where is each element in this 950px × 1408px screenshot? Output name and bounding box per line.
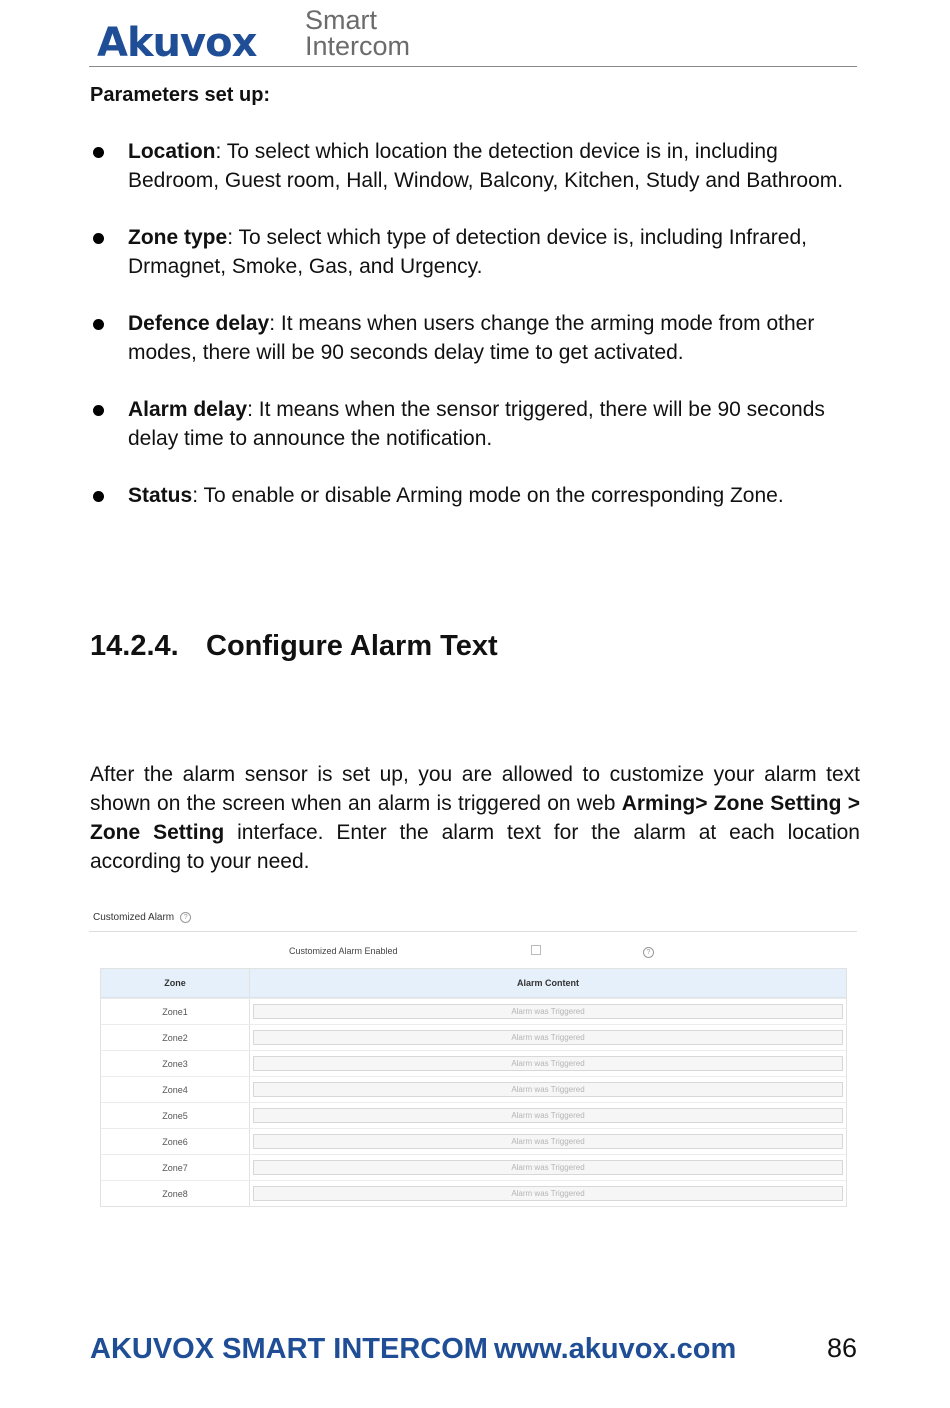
alarm-content-cell (250, 1051, 846, 1076)
customized-alarm-title-text: Customized Alarm (93, 912, 175, 924)
table-row (101, 1050, 846, 1076)
alarm-text-input[interactable]: Alarm was Triggered (253, 1030, 843, 1045)
alarm-text-input[interactable]: Alarm was Triggered (253, 1108, 843, 1123)
alarm-content-cell (250, 1103, 846, 1128)
paragraph-menu-path: Arming> Zone Setting > Zone Setting (90, 792, 861, 844)
bullet-location (90, 137, 860, 195)
table-header (101, 969, 846, 998)
bullet-zone-type (90, 223, 860, 281)
logo-subtitle-line2: Intercom (305, 31, 411, 61)
column-header-zone: Zone (101, 969, 250, 997)
bullet-term: Status (128, 484, 193, 507)
bullet-term: Zone type (128, 226, 228, 249)
page-number: 86 (827, 1333, 858, 1363)
bullet-text: : It means when the sensor triggered, there will be 90 seconds delay time to announce the notification. (128, 398, 825, 450)
bullet-dot-icon (93, 233, 104, 244)
alarm-content-cell (250, 1129, 846, 1154)
section-title: Configure Alarm Text (206, 630, 498, 662)
bullet-text: : It means when users change the arming mode from other modes, there will be 90 seconds delay time to get activated. (128, 312, 815, 364)
customized-alarm-title (93, 912, 191, 923)
bullet-term: Location (128, 140, 216, 163)
zone-cell: Zone3 (101, 1051, 250, 1076)
alarm-content-cell (250, 1077, 846, 1102)
alarm-zone-table (100, 968, 847, 1207)
alarm-text-input[interactable]: Alarm was Triggered (253, 1056, 843, 1071)
bullet-text: : To select which type of detection device is, including Infrared, Drmagnet, Smoke, Gas, and Urgency. (128, 226, 807, 278)
alarm-content-cell (250, 1181, 846, 1206)
bullet-term: Defence delay (128, 312, 270, 335)
zone-cell: Zone8 (101, 1181, 250, 1206)
bullet-text: : To enable or disable Arming mode on the corresponding Zone. (192, 484, 784, 507)
alarm-content-cell (250, 1025, 846, 1050)
bullet-dot-icon (93, 147, 104, 158)
zone-cell: Zone7 (101, 1155, 250, 1180)
bullet-term: Alarm delay (128, 398, 248, 421)
bullet-dot-icon (93, 319, 104, 330)
body-paragraph (90, 760, 860, 876)
alarm-enabled-label: Customized Alarm Enabled (289, 946, 398, 956)
bullet-alarm-delay (90, 395, 860, 453)
header-divider (89, 66, 857, 67)
table-row (101, 1024, 846, 1050)
alarm-text-input[interactable]: Alarm was Triggered (253, 1004, 843, 1019)
parameter-list (90, 137, 860, 538)
bullet-text: : To select which location the detection device is in, including Bedroom, Guest room, Hall, Window, Balcony, Kitchen, Study and Bathroom. (128, 140, 844, 192)
paragraph-text-1: After the alarm sensor is set up, you are allowed to customize your alarm text shown on the screen when an alarm is triggered on web (90, 763, 860, 815)
alarm-text-input[interactable]: Alarm was Triggered (253, 1186, 843, 1201)
customized-alarm-screenshot (89, 905, 857, 1205)
bullet-dot-icon (93, 405, 104, 416)
zone-cell: Zone6 (101, 1129, 250, 1154)
alarm-enabled-help (643, 944, 654, 962)
alarm-enabled-checkbox[interactable] (531, 945, 541, 955)
bullet-status (90, 481, 860, 510)
section-heading (90, 630, 498, 663)
bullet-dot-icon (93, 491, 104, 502)
alarm-text-input[interactable]: Alarm was Triggered (253, 1134, 843, 1149)
zone-cell: Zone4 (101, 1077, 250, 1102)
footer-brand: AKUVOX SMART INTERCOM (90, 1333, 488, 1365)
help-icon[interactable]: ? (643, 947, 654, 958)
footer-website-link[interactable]: www.akuvox.com (494, 1333, 737, 1365)
zone-cell: Zone2 (101, 1025, 250, 1050)
alarm-text-input[interactable]: Alarm was Triggered (253, 1160, 843, 1175)
paragraph-text-2: interface. Enter the alarm text for the alarm at each location according to your need. (90, 821, 860, 873)
table-row (101, 1180, 846, 1206)
table-row (101, 1128, 846, 1154)
help-icon[interactable]: ? (180, 912, 191, 923)
zone-cell: Zone5 (101, 1103, 250, 1128)
logo-wordmark: Akuvox (97, 20, 257, 66)
logo-subtitle-line1: Smart (305, 5, 378, 35)
screenshot-divider (89, 931, 857, 932)
section-number: 14.2.4. (90, 630, 179, 662)
parameters-heading: Parameters set up: (90, 84, 271, 106)
column-header-alarm-content: Alarm Content (516, 978, 579, 988)
table-row (101, 1102, 846, 1128)
alarm-text-input[interactable]: Alarm was Triggered (253, 1082, 843, 1097)
zone-cell: Zone1 (101, 999, 250, 1024)
table-row (101, 1154, 846, 1180)
bullet-defence-delay (90, 309, 860, 367)
alarm-content-cell (250, 999, 846, 1024)
alarm-content-cell (250, 1155, 846, 1180)
table-row (101, 998, 846, 1024)
table-row (101, 1076, 846, 1102)
